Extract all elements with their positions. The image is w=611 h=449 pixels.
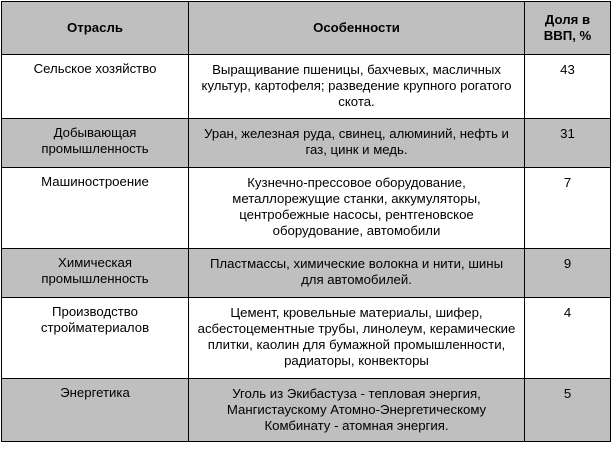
table-row [2, 249, 611, 298]
cell-features: Выращивание пшеницы, бахчевых, масличных культур, картофеля; разведение крупного рогатого скота. [189, 55, 525, 119]
cell-share: 4 [525, 298, 611, 379]
cell-sector: Машиностроение [2, 168, 189, 249]
cell-share: 5 [525, 379, 611, 442]
cell-sector: Энергетика [2, 379, 189, 442]
header-features: Особенности [189, 2, 525, 55]
cell-share: 7 [525, 168, 611, 249]
cell-features: Уголь из Экибастуза - тепловая энергия, Мангистаускому Атомно-Энергетическому Комбинату - атомная энергия. [189, 379, 525, 442]
cell-features: Кузнечно-прессовое оборудование, металлорежущие станки, аккумуляторы, центробежные насосы, рентгеновское оборудование, автомобили [189, 168, 525, 249]
cell-sector: Добывающая промышленность [2, 119, 189, 168]
cell-share: 31 [525, 119, 611, 168]
cell-features: Цемент, кровельные материалы, шифер, асбестоцементные трубы, линолеум, керамические плитки, каолин для бумажной промышленности, радиаторы, конвекторы [189, 298, 525, 379]
table-row [2, 168, 611, 249]
cell-share: 43 [525, 55, 611, 119]
table-header-row [2, 2, 611, 55]
cell-features: Пластмассы, химические волокна и нити, шины для автомобилей. [189, 249, 525, 298]
table-row [2, 119, 611, 168]
table-row [2, 379, 611, 442]
cell-share: 9 [525, 249, 611, 298]
cell-features: Уран, железная руда, свинец, алюминий, нефть и газ, цинк и медь. [189, 119, 525, 168]
header-share: Доля в ВВП, % [525, 2, 611, 55]
table-row [2, 298, 611, 379]
industry-table [1, 1, 611, 442]
header-sector: Отрасль [2, 2, 189, 55]
table-row [2, 55, 611, 119]
cell-sector: Производство стройматериалов [2, 298, 189, 379]
cell-sector: Сельское хозяйство [2, 55, 189, 119]
cell-sector: Химическая промышленность [2, 249, 189, 298]
